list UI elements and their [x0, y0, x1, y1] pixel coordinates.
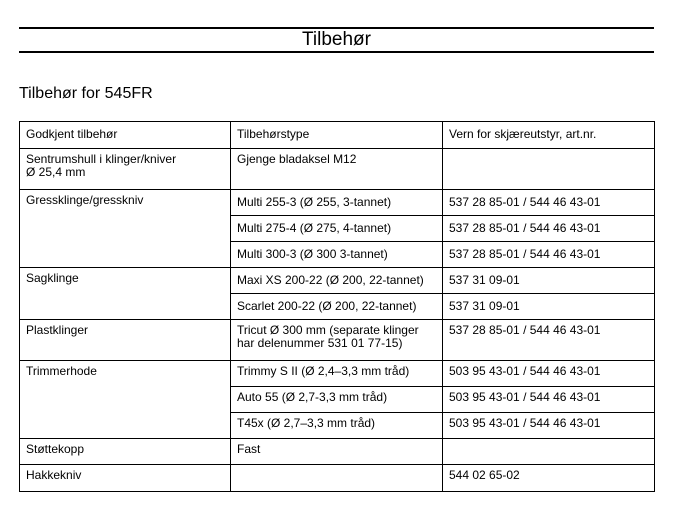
table-cell: [443, 216, 655, 242]
table-cell: [443, 439, 655, 465]
cell-text: Scarlet 200-22 (Ø 200, 22-tannet): [237, 299, 417, 313]
table-cell: [231, 387, 443, 413]
table-row: [20, 439, 655, 465]
cell-text: Maxi XS 200-22 (Ø 200, 22-tannet): [237, 273, 424, 287]
table-row: [20, 320, 655, 361]
table-row: [20, 190, 655, 216]
table-cell: [443, 465, 655, 492]
table-cell: [20, 190, 231, 268]
cell-text: [449, 439, 648, 443]
table-cell: [20, 149, 231, 190]
cell-text: Tricut Ø 300 mm (separate klinger: [237, 323, 419, 337]
table-row: [20, 361, 655, 387]
table-row: [20, 268, 655, 294]
table-cell: [231, 242, 443, 268]
cell-text: Hakkekniv: [26, 468, 82, 482]
table-cell: [443, 413, 655, 439]
page-title: Tilbehør: [302, 29, 371, 50]
header-label: Godkjent tilbehør: [26, 127, 118, 141]
cell-text: [449, 149, 648, 153]
table-cell: [231, 361, 443, 387]
table-cell: [443, 268, 655, 294]
header-cell: [20, 122, 231, 149]
table-header-row: [20, 122, 655, 149]
table-cell: [231, 465, 443, 492]
cell-text: 544 02 65-02: [449, 468, 520, 482]
cell-text: Trimmerhode: [26, 364, 97, 378]
table-cell: [20, 268, 231, 320]
cell-text: 537 28 85-01 / 544 46 43-01: [449, 247, 601, 261]
cell-text: Trimmy S II (Ø 2,4–3,3 mm tråd): [237, 364, 410, 378]
cell-text: 537 31 09-01: [449, 273, 520, 287]
cell-text: [237, 465, 436, 469]
cell-text: Sagklinge: [26, 271, 79, 285]
cell-text: Sentrumshull i klinger/kniver: [26, 152, 177, 166]
cell-text: Multi 275-4 (Ø 275, 4-tannet): [237, 221, 392, 235]
cell-text: 537 28 85-01 / 544 46 43-01: [449, 221, 601, 235]
cell-text: Støttekopp: [26, 442, 85, 456]
table-cell: [443, 294, 655, 320]
table-cell: [231, 149, 443, 190]
cell-text: Multi 300-3 (Ø 300 3-tannet): [237, 247, 388, 261]
table-cell: [20, 439, 231, 465]
table-row: [20, 149, 655, 190]
cell-text: Fast: [237, 442, 261, 456]
cell-text: 537 31 09-01: [449, 299, 520, 313]
title-band: [19, 27, 654, 53]
table-cell: [231, 320, 443, 361]
accessories-table: [19, 121, 655, 492]
cell-text: 503 95 43-01 / 544 46 43-01: [449, 416, 601, 430]
cell-text: Auto 55 (Ø 2,7-3,3 mm tråd): [237, 390, 388, 404]
cell-text: 537 28 85-01 / 544 46 43-01: [449, 195, 601, 209]
table-cell: [443, 190, 655, 216]
header-cell: [231, 122, 443, 149]
table-cell: [443, 320, 655, 361]
table-cell: [443, 242, 655, 268]
table-row: [20, 465, 655, 492]
header-cell: [443, 122, 655, 149]
cell-text: Plastklinger: [26, 323, 89, 337]
cell-text: T45x (Ø 2,7–3,3 mm tråd): [237, 416, 376, 430]
cell-text: 503 95 43-01 / 544 46 43-01: [449, 364, 601, 378]
header-label: Tilbehørstype: [237, 127, 310, 141]
cell-text: 537 28 85-01 / 544 46 43-01: [449, 323, 601, 337]
table-cell: [231, 216, 443, 242]
table-cell: [231, 190, 443, 216]
cell-text: Multi 255-3 (Ø 255, 3-tannet): [237, 195, 392, 209]
table-cell: [231, 439, 443, 465]
table-cell: [20, 465, 231, 492]
table-cell: [443, 387, 655, 413]
table-cell: [20, 320, 231, 361]
header-label: Vern for skjæreutstyr, art.nr.: [449, 127, 597, 141]
table-cell: [20, 361, 231, 439]
section-heading: Tilbehør for 545FR: [19, 85, 153, 102]
table-cell: [231, 413, 443, 439]
table-cell: [231, 268, 443, 294]
table-cell: [231, 294, 443, 320]
cell-text: Gressklinge/gresskniv: [26, 193, 144, 207]
cell-text: 503 95 43-01 / 544 46 43-01: [449, 390, 601, 404]
cell-text: Gjenge bladaksel M12: [237, 152, 357, 166]
table-cell: [443, 149, 655, 190]
table-cell: [443, 361, 655, 387]
cell-text: har delenummer 531 01 77-15): [237, 336, 403, 350]
cell-text: Ø 25,4 mm: [26, 165, 86, 179]
